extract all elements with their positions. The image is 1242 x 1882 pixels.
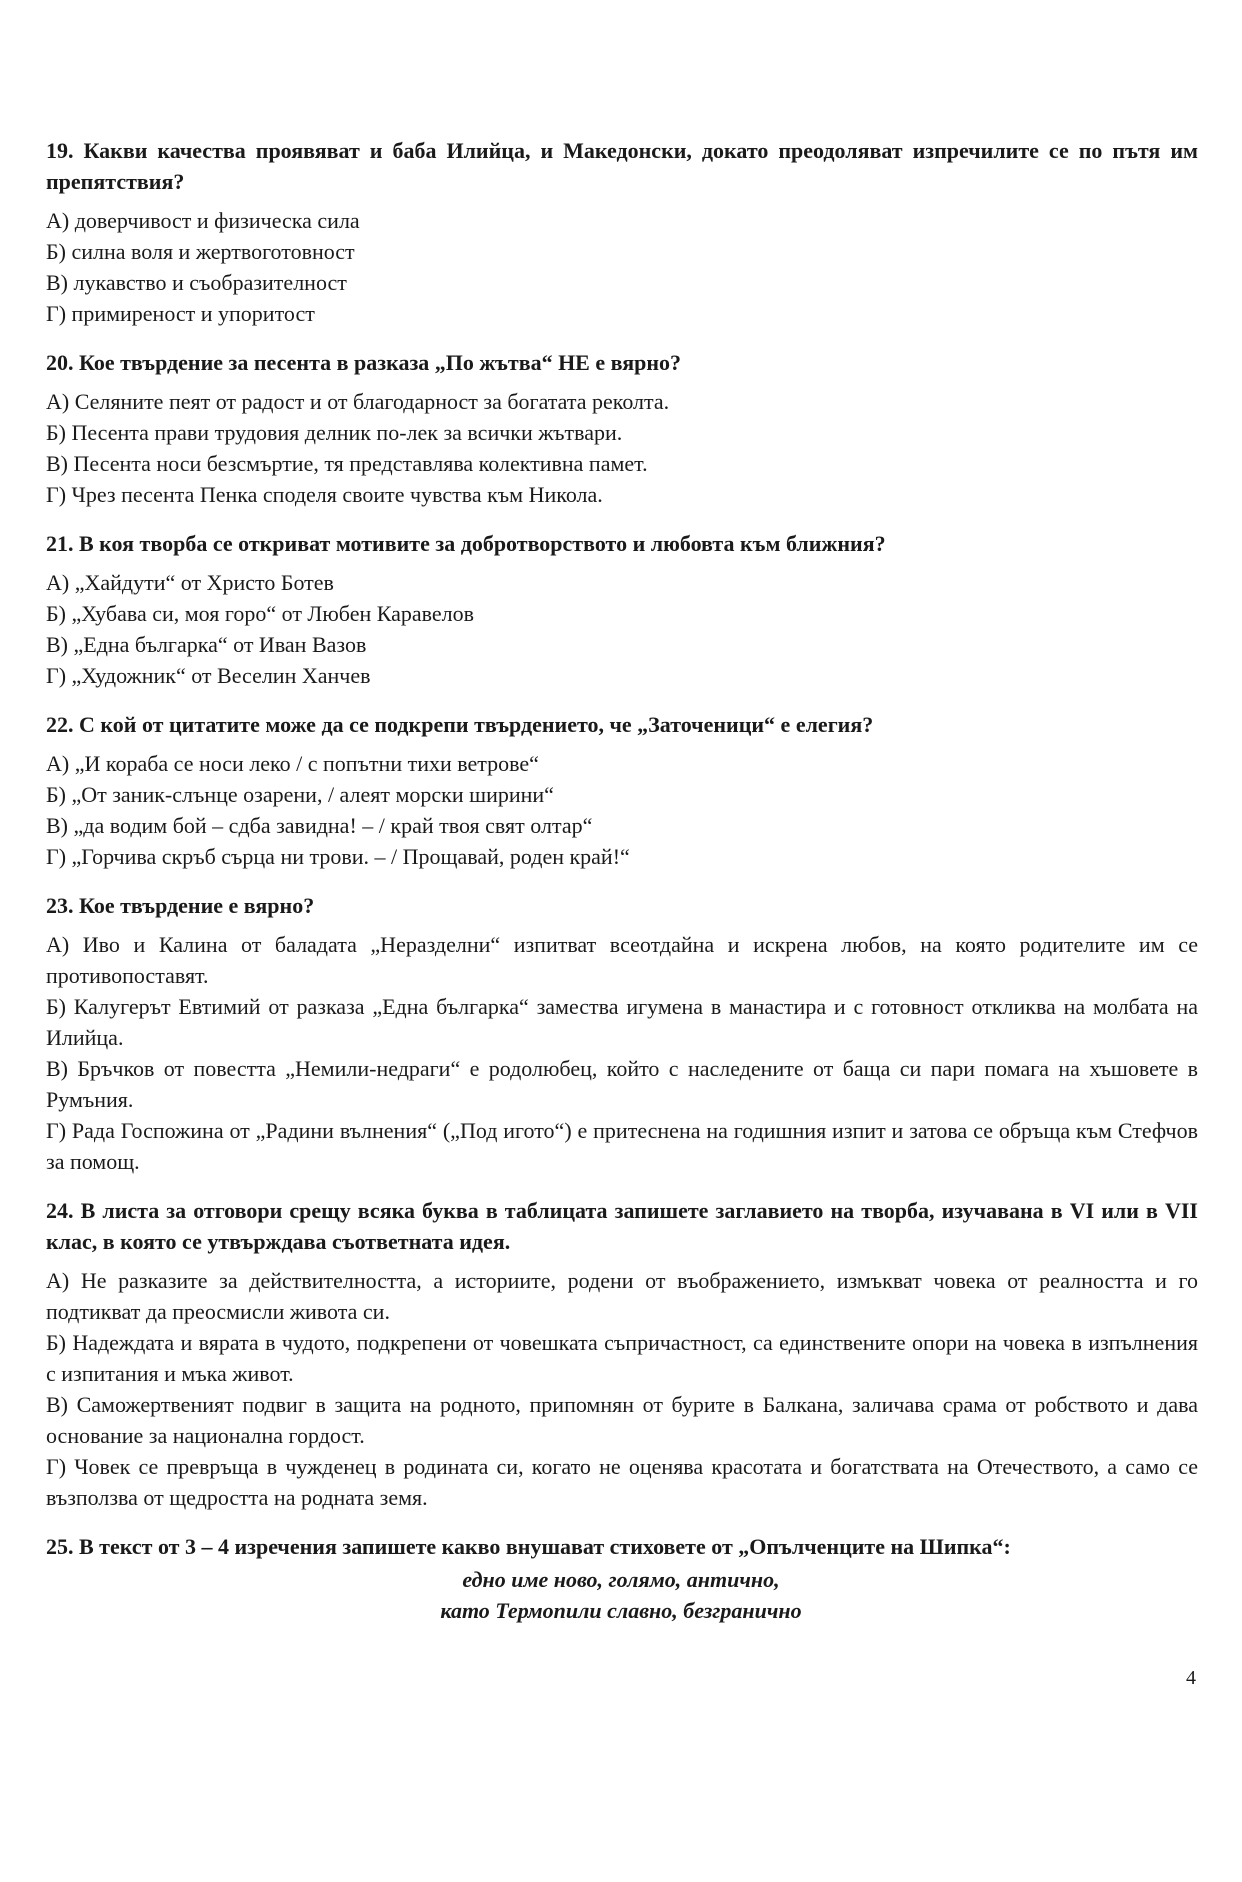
- answer-option: А) Селяните пеят от радост и от благодарност за богатата реколта.: [46, 389, 670, 414]
- answer-option: Б) „Хубава си, моя горо“ от Любен Каравелов: [46, 601, 475, 626]
- answer-option: Г) Човек се превръща в чужденец в родината си, когато не оценява красотата и богатствата на Отечеството, а само се възползва от щедростта на родната земя.: [46, 1454, 1198, 1510]
- answer-option: Г) Рада Госпожина от „Радини вълнения“ („Под игото“) е притеснена на годишния изпит и затова се обръща към Стефчов за помощ.: [46, 1118, 1198, 1174]
- answer-options: [46, 386, 1198, 510]
- answer-options: [46, 1265, 1198, 1513]
- question-25: 25. В текст от 3 – 4 изречения запишете какво внушават стиховете от „Опълченците на Шипка“:: [46, 1534, 1011, 1559]
- question-21: 21. В коя творба се откриват мотивите за добротворството и любовта към ближния?: [46, 531, 886, 556]
- answer-option: В) „да водим бой – сдба завидна! – / край твоя свят олтар“: [46, 813, 593, 838]
- question-24: 24. В листа за отговори срещу всяка буква в таблицата запишете заглавието на творба, изучавана в VI или в VII клас, в която се утвърждава съответната идея.: [46, 1198, 1198, 1254]
- answer-option: Б) Калугерът Евтимий от разказа „Една българка“ замества игумена в манастира и с готовност откликва на молбата на Илийца.: [46, 994, 1198, 1050]
- answer-options: [46, 929, 1198, 1177]
- answer-option: В) лукавство и съобразителност: [46, 270, 347, 295]
- answer-option: А) Иво и Калина от баладата „Неразделни“ изпитват всеотдайна и искрена любов, на която родителите им се противопоставят.: [46, 932, 1198, 988]
- poem-quote: [0, 1564, 1242, 1626]
- answer-option: Б) Песента прави трудовия делник по-лек за всички жътвари.: [46, 420, 623, 445]
- question-22: 22. С кой от цитатите може да се подкрепи твърдението, че „Заточеници“ е елегия?: [46, 712, 874, 737]
- answer-option: А) доверчивост и физическа сила: [46, 208, 360, 233]
- question-20: 20. Кое твърдение за песента в разказа „По жътва“ НЕ е вярно?: [46, 350, 682, 375]
- answer-options: [46, 748, 1198, 872]
- page-number: 4: [1186, 1667, 1196, 1689]
- answer-option: В) Бръчков от повестта „Немили-недраги“ е родолюбец, който с наследените от баща си пари помага на хъшовете в Румъния.: [46, 1056, 1198, 1112]
- answer-option: Б) „От заник-слънце озарени, / алеят морски ширини“: [46, 782, 554, 807]
- question-19: 19. Какви качества проявяват и баба Илийца, и Македонски, докато преодоляват изпречилите се по пътя им препятствия?: [46, 138, 1198, 194]
- answer-option: В) Саможертвеният подвиг в защита на родното, припомнян от бурите в Балкана, заличава срама от робството и дава основание за национална гордост.: [46, 1392, 1198, 1448]
- answer-option: Г) „Горчива скръб сърца ни трови. – / Прощавай, роден край!“: [46, 844, 630, 869]
- answer-option: Г) примиреност и упоритост: [46, 301, 315, 326]
- answer-option: Г) „Художник“ от Веселин Ханчев: [46, 663, 371, 688]
- question-23: 23. Кое твърдение е вярно?: [46, 893, 315, 918]
- answer-option: Б) Надеждата и вярата в чудото, подкрепени от човешката съпричастност, са единствените опори на човека в изпълнения с изпитания и мъка живот.: [46, 1330, 1198, 1386]
- answer-option: Г) Чрез песента Пенка споделя своите чувства към Никола.: [46, 482, 603, 507]
- answer-option: А) „И кораба се носи леко / с попътни тихи ветрове“: [46, 751, 539, 776]
- answer-options: [46, 567, 1198, 691]
- answer-option: В) „Една българка“ от Иван Вазов: [46, 632, 367, 657]
- answer-option: А) Не разказите за действителността, а историите, родени от въображението, измъкват човека от реалността и го подтикват да преосмисли живота си.: [46, 1268, 1198, 1324]
- poem-line: като Термопили славно, безгранично: [440, 1598, 802, 1623]
- answer-option: Б) силна воля и жертвоготовност: [46, 239, 355, 264]
- poem-line: едно име ново, голямо, антично,: [462, 1567, 780, 1592]
- answer-options: [46, 205, 1198, 329]
- answer-option: А) „Хайдути“ от Христо Ботев: [46, 570, 334, 595]
- answer-option: В) Песента носи безсмъртие, тя представлява колективна памет.: [46, 451, 648, 476]
